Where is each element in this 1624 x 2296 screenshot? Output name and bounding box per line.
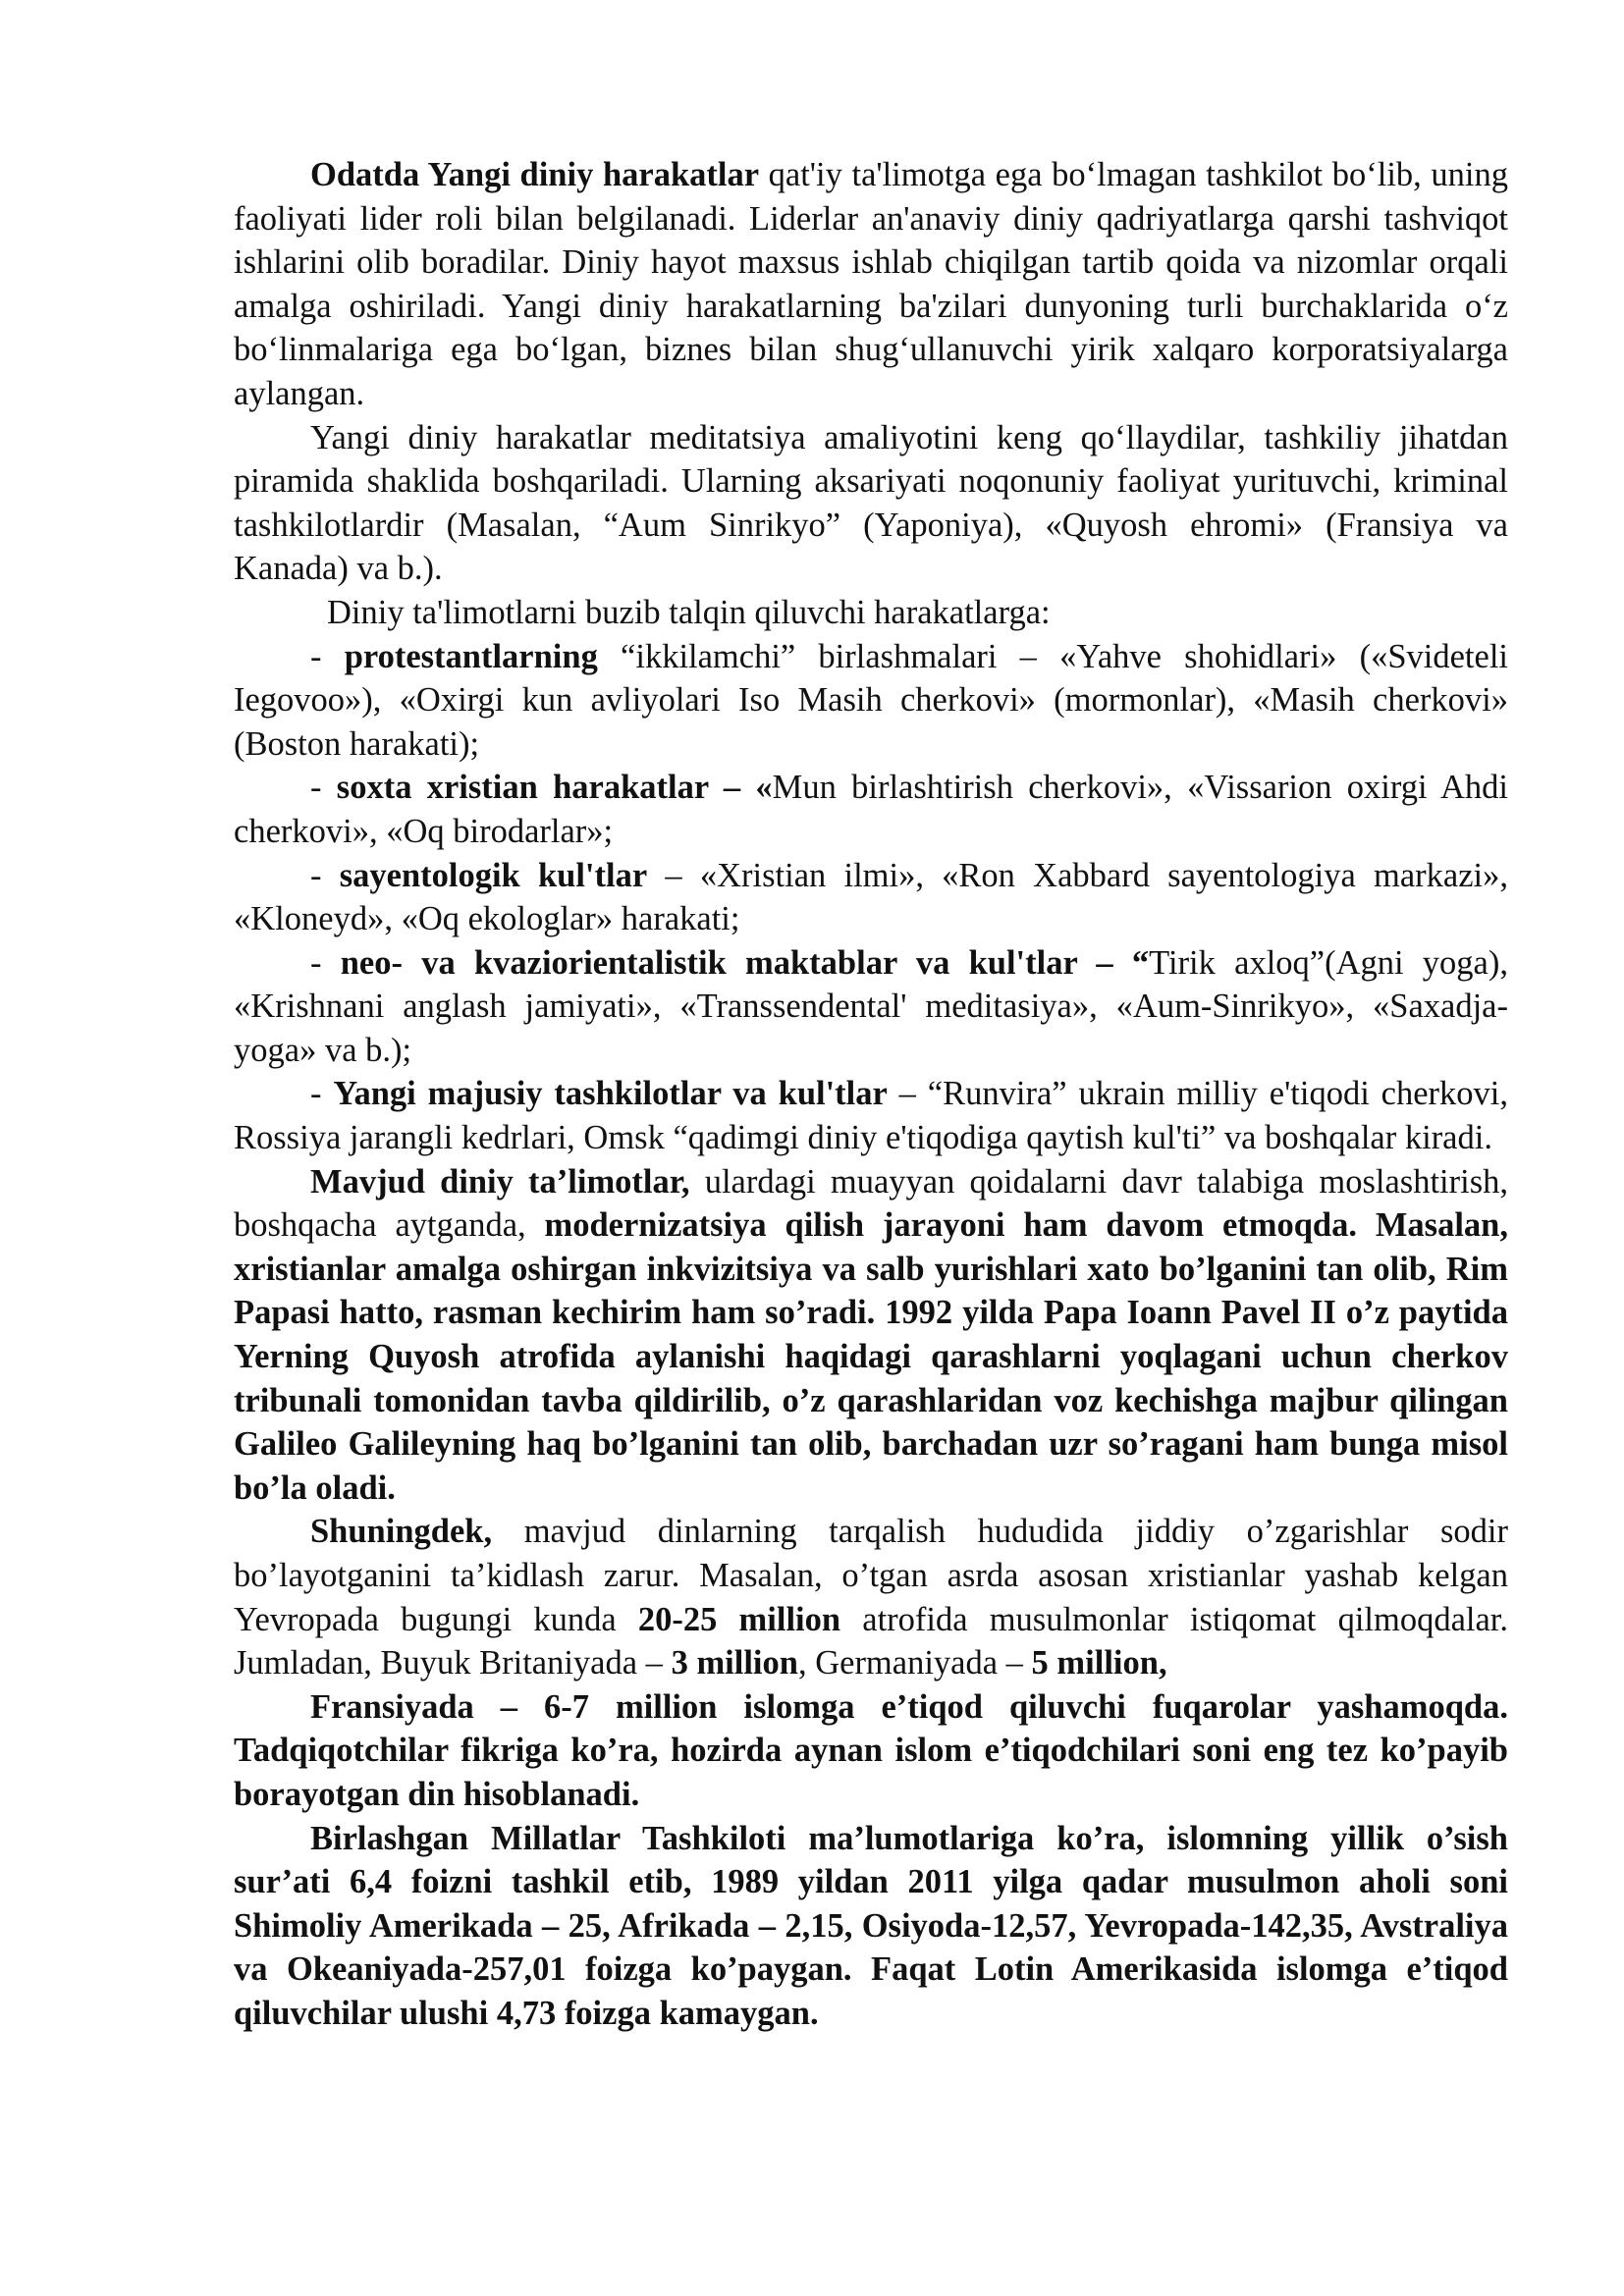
text-run: “ikkilamchi” birlashmalari – «Yahve shohidlari» («Svideteli Iegovoo»), «Oxirgi kun avliyolari Iso Masih cherkovi» (mormonlar), «Masih cherkovi» (Boston harakati); (234, 637, 1508, 763)
list-item-protestant (234, 635, 1508, 767)
text-run: , Germaniyada – (797, 1644, 1032, 1682)
text-run: – “Runvira” ukrain milliy e'tiqodi cherkovi, Rossiya jarangli kedrlari, Omsk “qadimgi diniy e'tiqodiga qaytish kul'ti” va boshqalar kiradi. (234, 1075, 1508, 1157)
text-run: 5 million, (1031, 1644, 1167, 1682)
list-item-scientology (234, 854, 1508, 941)
paragraph-existing-doctrines (234, 1160, 1508, 1511)
text-run: neo- va kvaziorientalistik maktablar va kul'tlar – “ (340, 943, 1150, 982)
text-run: sayentologik kul'tlar (339, 856, 648, 894)
text-run: Fransiyada – 6-7 million islomga e’tiqod qiluvchi fuqarolar yashamoqda. Tadqiqotchilar fikriga ko’ra, hozirda aynan islom e’tiqodchilari soni eng tez ko’payib borayotgan din hisoblanadi. (234, 1687, 1508, 1813)
list-dash: - (310, 769, 337, 807)
list-item-orientalist (234, 941, 1508, 1073)
text-run: – «Xristian ilmi», «Ron Xabbard sayentologiya markazi», «Kloneyd», «Oq ekologlar» harakati; (234, 856, 1508, 938)
paragraph-europe-muslims (234, 1510, 1508, 1684)
text-run: soxta xristian harakatlar – « (336, 769, 773, 807)
text-run: Yangi diniy harakatlar meditatsiya amaliyotini keng qo‘llaydilar, tashkiliy jihatdan piramida shaklida boshqariladi. Ularning aksariyati noqonuniy faoliyat yurituvchi, kriminal tashkilotlardir (Masalan, “Aum Sinrikyo” (Yaponiya), «Quyosh ehromi» (Fransiya va Kanada) va b.). (234, 418, 1508, 588)
text-run: Yangi majusiy tashkilotlar va kul'tlar (333, 1075, 888, 1113)
paragraph-list-intro (234, 591, 1508, 635)
list-item-pagan (234, 1072, 1508, 1159)
text-run: Mavjud diniy ta’limotlar, (310, 1162, 690, 1201)
text-run: modernizatsiya qilish jarayoni ham davom etmoqda. Masalan, xristianlar amalga oshirgan inkvizitsiya va salb yurishlari xato bo’lganini tan olib, Rim Papasi hatto, rasman kechirim ham so’radi. 1992 yilda Papa Ioann Pavel II o’z paytida Yerning Quyosh atrofida aylanishi haqidagi qarashlarni yoqlagani uchun cherkov tribunali tomonidan tavba qildirilib, o’z qarashlaridan voz kechishga majbur qilingan Galileo Galileyning haq bo’lganini tan olib, barchadan uzr so’ragani ham bunga misol bo’la oladi. (234, 1206, 1508, 1507)
text-run: ulardagi muayyan qoidalarni davr talabiga moslashtirish, boshqacha aytganda, (234, 1162, 1508, 1245)
list-dash: - (310, 856, 340, 894)
paragraph-meditation (234, 416, 1508, 591)
text-run: 3 million (671, 1644, 798, 1682)
text-run: Tirik axloq”(Agni yoga), «Krishnani anglash jamiyati», «Transsendental' meditasiya», «Aum-Sinrikyo», «Saxadja-yoga» va b.); (234, 943, 1508, 1069)
text-run: atrofida musulmonlar istiqomat qilmoqdalar. Jumladan, Buyuk Britaniyada – (234, 1600, 1508, 1682)
text-run: qat'iy ta'limotga ega bo‘lmagan tashkilot bo‘lib, uning faoliyati lider roli bilan belgilanadi. Liderlar an'anaviy diniy qadriyatlarga qarshi tashviqot ishlarini olib boradilar. Diniy hayot maxsus ishlab chiqilgan tartib qoida va nizomlar orqali amalga oshiriladi. Yangi diniy harakatlarning ba'zilari dunyoning turli burchaklarida o‘z bo‘linmalariga ega bo‘lgan, biznes bilan shug‘ullanuvchi yirik xalqaro korporatsiyalarga aylangan. (234, 156, 1508, 412)
paragraph-un-statistics (234, 1817, 1508, 2036)
list-dash: - (310, 943, 341, 982)
text-run: Mun birlashtirish cherkovi», «Vissarion oxirgi Ahdi cherkovi», «Oq birodarlar»; (234, 769, 1508, 850)
text-run: Birlashgan Millatlar Tashkiloti ma’lumotlariga ko’ra, islomning yillik o’sish sur’ati 6,4 foizni tashkil etib, 1989 yildan 2011 yilga qadar musulmon aholi soni Shimoliy Amerikada – 25, Afrikada – 2,15, Osiyoda-12,57, Yevropada-142,35, Avstraliya va Okeaniyada-257,01 foizga ko’paygan. Faqat Lotin Amerikasida islomga e’tiqod qiluvchilar ulushi 4,73 foizga kamaygan. (234, 1819, 1508, 2032)
paragraph-france (234, 1685, 1508, 1817)
text-run: protestantlarning (344, 637, 598, 675)
text-run: Odatda Yangi diniy harakatlar (310, 156, 760, 193)
text-run: Diniy ta'limotlarni buzib talqin qiluvchi harakatlarga: (327, 593, 1051, 631)
text-run: Shuningdek, (310, 1513, 493, 1551)
list-dash: - (310, 637, 345, 675)
list-dash: - (310, 1075, 334, 1113)
text-run: 20-25 million (637, 1600, 841, 1638)
list-item-pseudo-christian (234, 766, 1508, 853)
text-run: mavjud dinlarning tarqalish hududida jiddiy o’zgarishlar sodir bo’layotganini ta’kidlash zarur. Masalan, o’tgan asrda asosan xristianlar yashab kelgan Yevropada bugungi kunda (234, 1513, 1508, 1638)
paragraph-new-religious-movements (234, 153, 1508, 416)
document-page (234, 153, 1508, 2036)
